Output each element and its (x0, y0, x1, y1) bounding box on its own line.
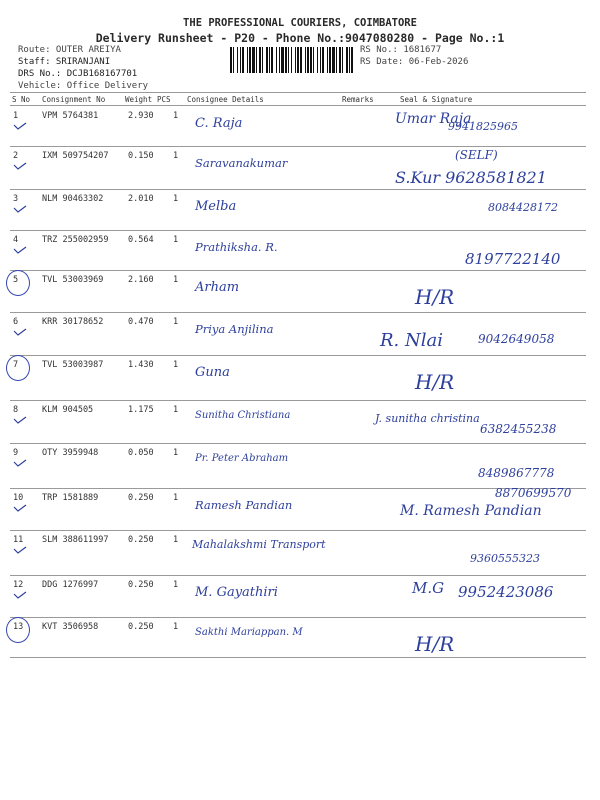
signature-name: M. Ramesh Pandian (400, 503, 542, 519)
rs-date: RS Date: 06-Feb-2026 (360, 57, 469, 67)
tick-mark-icon (13, 504, 27, 512)
consignment-number: NLM 90463302 (42, 194, 104, 204)
consignment-number: KRR 30178652 (42, 317, 104, 327)
consignee-name: C. Raja (195, 116, 243, 131)
pcs-value: 1 (173, 235, 179, 245)
row-sno: 13 (13, 622, 24, 632)
tick-mark-icon (13, 205, 27, 213)
weight-value: 0.250 (128, 493, 154, 503)
signature-name: M.G (412, 579, 445, 597)
company-title: THE PROFESSIONAL COURIERS, COIMBATORE (183, 17, 417, 29)
signature-name: H/R (415, 285, 455, 309)
row-sno: 8 (13, 405, 19, 415)
tick-mark-icon (13, 162, 27, 170)
weight-value: 0.250 (128, 622, 154, 632)
circle-mark-icon (6, 355, 30, 381)
weight-value: 0.050 (128, 448, 154, 458)
pcs-value: 1 (173, 405, 179, 415)
runsheet-subtitle: Delivery Runsheet - P20 - Phone No.:9047080280 - Page No.:1 (95, 31, 505, 45)
consignee-name: Sakthi Mariappan. M (195, 627, 303, 638)
consignment-number: KVT 3506958 (42, 622, 99, 632)
weight-value: 2.930 (128, 111, 154, 121)
weight-value: 1.430 (128, 360, 154, 370)
pcs-value: 1 (173, 493, 179, 503)
row-sno: 1 (13, 111, 19, 121)
staff-label: Staff: SRIRANJANI (18, 57, 111, 67)
row-divider (10, 146, 586, 147)
consignment-number: KLM 904505 (42, 405, 94, 415)
drs-number: DRS No.: DCJB168167701 (18, 69, 138, 79)
weight-value: 0.564 (128, 235, 154, 245)
consignee-name: Saravanakumar (195, 156, 288, 170)
consignee-name: Priya Anjilina (195, 322, 274, 336)
pcs-value: 1 (173, 580, 179, 590)
signature-phone: 8084428172 (488, 201, 558, 214)
pcs-value: 1 (173, 317, 179, 327)
row-divider (10, 270, 586, 271)
pcs-value: 1 (173, 151, 179, 161)
consignee-name: Prathiksha. R. (195, 240, 278, 254)
rs-number: RS No.: 1681677 (360, 45, 442, 55)
tick-mark-icon (13, 591, 27, 599)
pcs-value: 1 (173, 275, 179, 285)
row-divider (10, 312, 586, 313)
consignment-number: TVL 53003969 (42, 275, 104, 285)
weight-value: 0.250 (128, 580, 154, 590)
consignee-name: Guna (195, 365, 230, 380)
row-divider (10, 189, 586, 190)
header-bottom-line (10, 105, 586, 106)
consignment-number: TRZ 255002959 (42, 235, 109, 245)
col-consignment: Consignment No (42, 95, 106, 104)
consignment-number: SLM 388611997 (42, 535, 109, 545)
col-sno: S No (12, 95, 31, 104)
signature-phone: 9952423086 (458, 583, 554, 601)
consignee-name: Pr. Peter Abraham (195, 453, 289, 464)
weight-value: 2.010 (128, 194, 154, 204)
consignment-number: TVL 53003987 (42, 360, 104, 370)
signature-name: J. sunitha christina (375, 412, 480, 425)
tick-mark-icon (13, 122, 27, 130)
signature-phone: 9360555323 (470, 552, 540, 565)
signature-phone: 8489867778 (478, 466, 555, 480)
consignee-name: Ramesh Pandian (195, 498, 293, 512)
signature-phone: 8197722140 (465, 250, 561, 268)
consignment-number: IXM 509754207 (42, 151, 109, 161)
tick-mark-icon (13, 546, 27, 554)
col-weight: Weight (125, 95, 153, 104)
consignment-number: DDG 1276997 (42, 580, 99, 590)
row-sno: 2 (13, 151, 19, 161)
consignment-number: OTY 3959948 (42, 448, 99, 458)
signature-phone: S.Kur 9628581821 (395, 168, 547, 187)
consignee-name: M. Gayathiri (195, 585, 278, 600)
row-divider (10, 530, 586, 531)
circle-mark-icon (6, 617, 30, 643)
row-sno: 7 (13, 360, 19, 370)
vehicle-label: Vehicle: Office Delivery (18, 81, 149, 91)
tick-mark-icon (13, 459, 27, 467)
barcode-icon (230, 47, 355, 73)
row-sno: 10 (13, 493, 24, 503)
row-divider (10, 355, 586, 356)
row-divider (10, 400, 586, 401)
consignee-name: Sunitha Christiana (195, 410, 291, 421)
signature-name: Umar Raja (395, 111, 472, 127)
col-pcs: PCS (157, 95, 171, 104)
signature-name: H/R (415, 370, 455, 394)
row-divider (10, 617, 586, 618)
signature-phone: 9941825965 (448, 120, 518, 133)
row-divider (10, 575, 586, 576)
row-sno: 12 (13, 580, 24, 590)
pcs-value: 1 (173, 194, 179, 204)
row-sno: 3 (13, 194, 19, 204)
weight-value: 0.470 (128, 317, 154, 327)
pcs-value: 1 (173, 360, 179, 370)
row-sno: 9 (13, 448, 19, 458)
row-divider (10, 443, 586, 444)
signature-name: H/R (415, 632, 455, 656)
consignee-name: Mahalakshmi Transport (192, 538, 326, 551)
row-sno: 11 (13, 535, 24, 545)
consignment-number: TRP 1581889 (42, 493, 99, 503)
pcs-value: 1 (173, 622, 179, 632)
consignee-name: Arham (195, 280, 240, 295)
signature-name: (SELF) (455, 148, 498, 162)
signature-phone: 8870699570 (495, 486, 572, 500)
col-remarks: Remarks (342, 95, 374, 104)
header-top-line (10, 92, 586, 93)
consignee-name: Melba (195, 199, 237, 214)
weight-value: 2.160 (128, 275, 154, 285)
weight-value: 1.175 (128, 405, 154, 415)
row-sno: 4 (13, 235, 19, 245)
row-divider (10, 230, 586, 231)
signature-phone: 6382455238 (480, 422, 557, 436)
row-sno: 6 (13, 317, 19, 327)
consignment-number: VPM 5764381 (42, 111, 99, 121)
weight-value: 0.250 (128, 535, 154, 545)
circle-mark-icon (6, 270, 30, 296)
col-consignee: Consignee Details (187, 95, 264, 104)
weight-value: 0.150 (128, 151, 154, 161)
signature-phone: 9042649058 (478, 332, 555, 346)
row-divider (10, 657, 586, 658)
signature-name: R. Nlai (380, 330, 443, 351)
col-seal-signature: Seal & Signature (400, 95, 473, 104)
pcs-value: 1 (173, 535, 179, 545)
route-label: Route: OUTER AREIYA (18, 45, 121, 55)
tick-mark-icon (13, 246, 27, 254)
tick-mark-icon (13, 328, 27, 336)
pcs-value: 1 (173, 111, 179, 121)
pcs-value: 1 (173, 448, 179, 458)
row-sno: 5 (13, 275, 19, 285)
tick-mark-icon (13, 416, 27, 424)
